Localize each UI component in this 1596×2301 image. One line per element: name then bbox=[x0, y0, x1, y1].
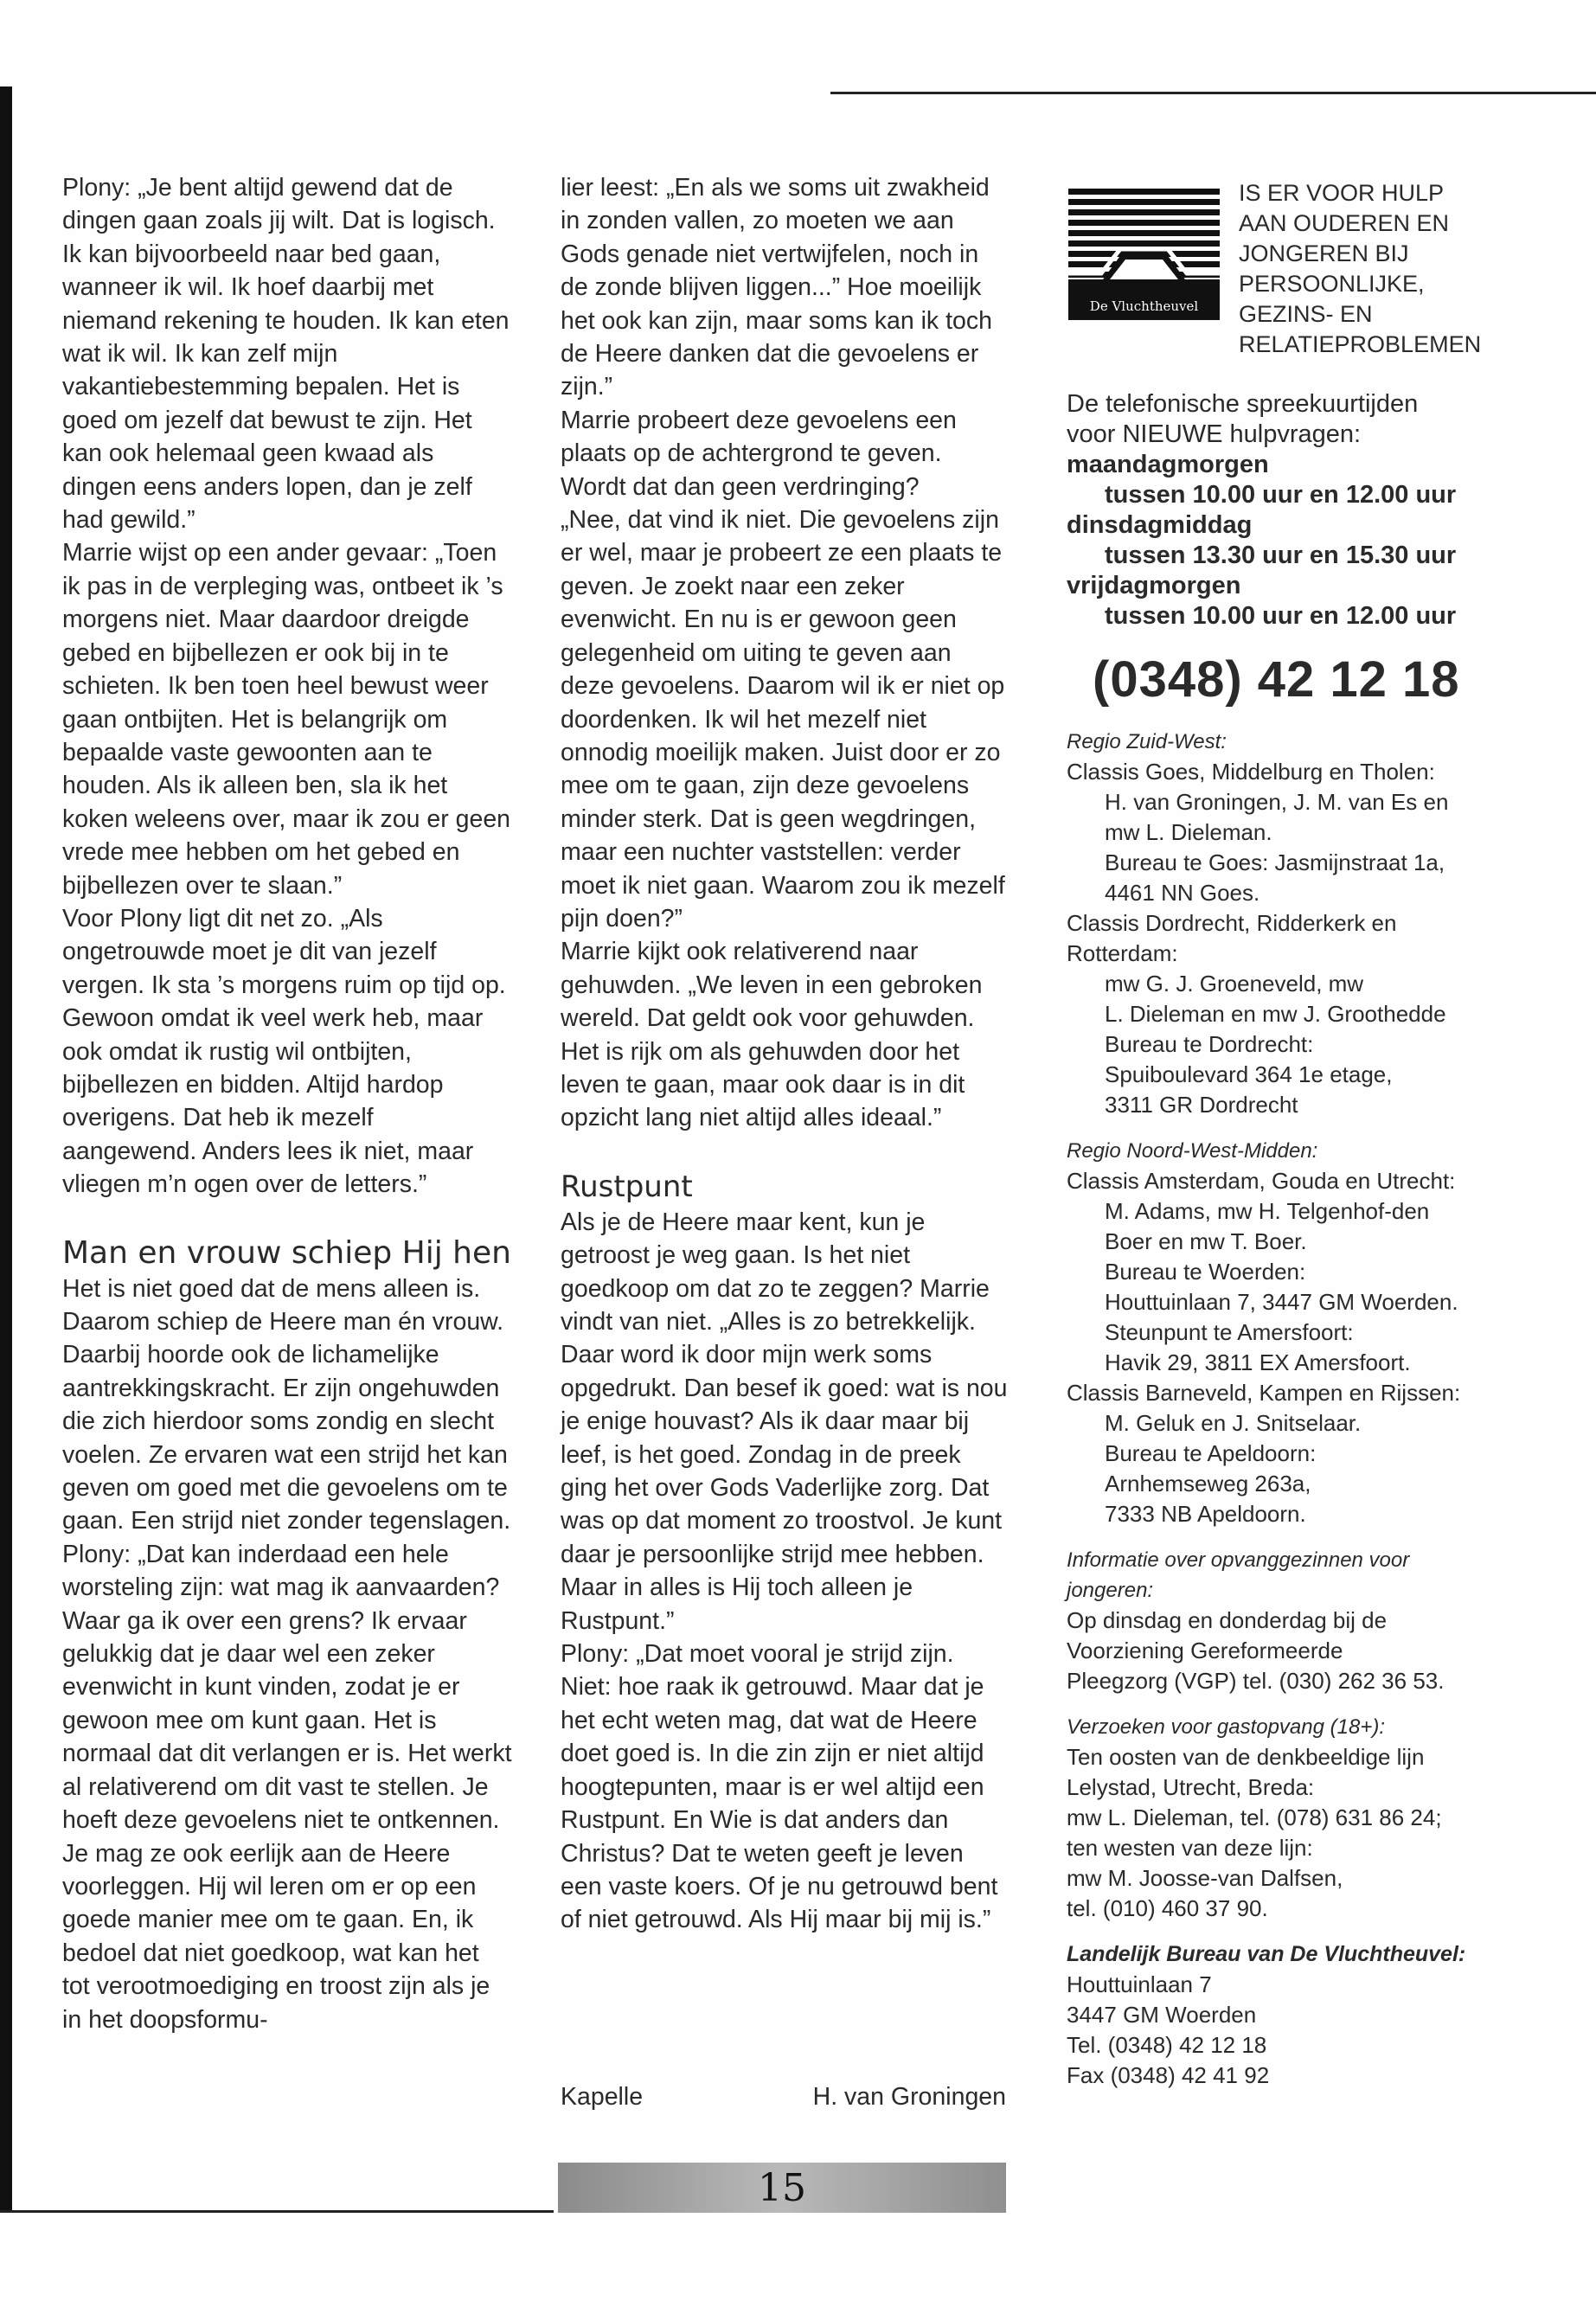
contact-line: Havik 29, 3811 EX Amersfoort. bbox=[1105, 1349, 1411, 1375]
contact-line: L. Dieleman en mw J. Groothedde bbox=[1105, 1001, 1446, 1027]
contact-line: M. Adams, mw H. Telgenhof-den bbox=[1105, 1198, 1430, 1224]
hours-day: vrijdagmorgen bbox=[1067, 572, 1241, 599]
contact-line: Bureau te Goes: Jasmijnstraat 1a, bbox=[1105, 849, 1445, 875]
paragraph: Plony: „Dat kan inderdaad een hele worsteling zijn: wat mag ik aanvaarden? Waar ga ik over een grens? Ik ervaar gelukkig dat je daar wel een zeker evenwicht in kunt vinden, zodat je er gewoon mee om kunt gaan. Het is normaal dat dit verlangen er is. Het werkt al relativerend om dit vast te stellen. Je hoeft deze gevoelens niet te ontkennen. Je mag ze ook eerlijk aan de Heere voorleggen. Hij wil leren om er op een goede manier mee om te gaan. En, ik bedoel dat niet goedkoop, wat kan het tot verootmoediging en troost zijn als je in het doopsformu- bbox=[62, 1540, 512, 2034]
paragraph: Marrie kijkt ook relativerend naar gehuwden. „We leven in een gebroken wereld. Dat geldt ook voor gehuwden. Het is rijk om als gehuwden door het leven te gaan, maar ook daar is in dit opzicht lang niet altijd alles ideaal.” bbox=[561, 938, 983, 1132]
contact-line: mw L. Dieleman. bbox=[1105, 819, 1272, 845]
contact-line: 3311 GR Dordrecht bbox=[1105, 1092, 1298, 1118]
signoff-author: H. van Groningen bbox=[812, 2083, 1006, 2111]
hours-time: tussen 10.00 uur en 12.00 uur bbox=[1105, 481, 1457, 509]
vluchtheuvel-logo bbox=[1068, 189, 1220, 320]
info-column bbox=[1067, 171, 1495, 2091]
contact-line: 4461 NN Goes. bbox=[1105, 880, 1260, 906]
contact-line: Classis Barneveld, Kampen en Rijssen: bbox=[1067, 1380, 1461, 1406]
contact-line: Classis Amsterdam, Gouda en Utrecht: bbox=[1067, 1168, 1456, 1194]
logo-caption: De Vluchtheuvel bbox=[1068, 292, 1220, 320]
contact-line: mw G. J. Groeneveld, mw bbox=[1105, 971, 1364, 997]
office-hours: De telefonische spreekuurtijden voor NIEUWE hulpvragen: maandagmorgen tussen 10.00 uur en 12.00 uur dinsdagmiddag tussen 13.30 uur en 15.30 uur vrijdagmorgen tussen 10.00 uur en 12.00 uur bbox=[1067, 389, 1495, 631]
contact-line: Houttuinlaan 7, 3447 GM Woerden. bbox=[1105, 1289, 1458, 1315]
paragraph: Marrie probeert deze gevoelens een plaats op de achtergrond te geven. Wordt dat dan geen verdringing? bbox=[561, 406, 957, 501]
contact-line: Bureau te Apeldoorn: bbox=[1105, 1440, 1317, 1466]
paragraph: „Nee, dat vind ik niet. Die gevoelens zijn er wel, maar je probeert ze een plaats te geven. Je zoekt naar een zeker evenwicht. En nu is er gewoon geen gelegenheid om uiting te geven aan deze gevoelens. Daarom wil ik er niet op doordenken. Ik wil het mezelf niet onnodig moeilijk maken. Juist door er zo mee om te gaan, zijn deze gevoelens minder sterk. Dat is geen wegdringen, maar een nuchter vaststellen: verder moet ik niet gaan. Waarom zou ik mezelf pijn doen?” bbox=[561, 506, 1005, 933]
contact-line: M. Geluk en J. Snitselaar. bbox=[1105, 1410, 1362, 1436]
hours-day: maandagmorgen bbox=[1067, 451, 1269, 478]
paragraph: Plony: „Je bent altijd gewend dat de dingen gaan zoals jij wilt. Dat is logisch. Ik kan bijvoorbeeld naar bed gaan, wanneer ik wil. Ik hoef daarbij met niemand rekening te houden. Ik kan eten wat ik wil. Ik kan zelf mijn vakantiebestemming bepalen. Het is goed om jezelf dat bewust te zijn. Het kan ook helemaal geen kwaad als dingen eens anders lopen, dan je zelf had gewild.” bbox=[62, 174, 510, 535]
contact-line: Bureau te Woerden: bbox=[1105, 1259, 1306, 1285]
paragraph: Het is niet goed dat de mens alleen is. Daarom schiep de Heere man én vrouw. Daarbij hoorde ook de lichamelijke aantrekkingskracht. Er zijn ongehuwden die zich hierdoor soms zondig en slecht voelen. Ze ervaren wat een strijd het kan geven om goed met die gevoelens om te gaan. Een strijd niet zonder tegenslagen. bbox=[62, 1274, 511, 1535]
section-heading: Man en vrouw schiep Hij hen bbox=[62, 1234, 511, 1271]
article-column-2 bbox=[561, 171, 1010, 1937]
region-label: Regio Zuid-West: bbox=[1067, 730, 1227, 753]
contact-line: 7333 NB Apeldoorn. bbox=[1105, 1501, 1306, 1527]
contact-line: Classis Goes, Middelburg en Tholen: bbox=[1067, 759, 1435, 785]
help-statement: IS ER VOOR HULP AAN OUDEREN EN JONGEREN BIJ PERSOONLIJKE, GEZINS- EN RELATIEPROBLEMEN bbox=[1239, 180, 1482, 357]
contact-line: Spuiboulevard 364 1e etage, bbox=[1105, 1061, 1393, 1087]
bottom-rule bbox=[0, 2210, 554, 2213]
section-heading: Rustpunt bbox=[561, 1169, 693, 1204]
hours-time: tussen 10.00 uur en 12.00 uur bbox=[1105, 602, 1457, 630]
contact-line: Boer en mw T. Boer. bbox=[1105, 1228, 1307, 1254]
region-label: Regio Noord-West-Midden: bbox=[1067, 1139, 1318, 1163]
contact-line: Classis Dordrecht, Ridderkerk en bbox=[1067, 910, 1397, 936]
contact-line: Arnhemseweg 263a, bbox=[1105, 1471, 1311, 1497]
hours-day: dinsdagmiddag bbox=[1067, 511, 1253, 539]
contact-line: Rotterdam: bbox=[1067, 940, 1178, 966]
national-bureau-label: Landelijk Bureau van De Vluchtheuvel: bbox=[1067, 1942, 1466, 1966]
contact-line: H. van Groningen, J. M. van Es en bbox=[1105, 789, 1449, 815]
page-number-bar bbox=[558, 2163, 1006, 2213]
paragraph: Voor Plony ligt dit net zo. „Als ongetrouwde moet je dit van jezelf vergen. Ik sta ’s morgens ruim op tijd op. Gewoon omdat ik veel werk heb, maar ook omdat ik rustig wil ontbijten, bijbellezen en bidden. Altijd hardop overigens. Dat heb ik mezelf aangewend. Anders lees ik niet, maar vliegen m’n ogen over de letters.” bbox=[62, 904, 506, 1199]
top-rule bbox=[830, 92, 1596, 94]
text-segment: Marrie wijst op een ander gevaar: „Toen ik pas in de verpleging was, ontbeet ik ’s morgens niet. Maar daardoor dreigde gebed en bijbellezen er ook bij in te schieten. Ik ben toen heel bewust weer gaan ontbijten. Het is belangrijk om bepaalde vaste gewoonten aan te houden. Als ik alleen ben, sla ik het koken weleens over, maar ik zou er geen vrede mee hebben om het gebed en bijbellezen over te slaan.” bbox=[62, 539, 511, 900]
article-signoff bbox=[561, 2083, 1006, 2112]
contact-info: Regio Zuid-West: Classis Goes, Middelburg en Tholen: H. van Groningen, J. M. van Es en mw L. Dieleman. Bureau te Goes: Jasmijnstraat 1a, 4461 NN Goes. Classis Dordrecht, Ridderkerk en Rotterdam: mw G. J. Groeneveld, mw L. Dieleman en mw J. Groothedde Bureau te Dordrecht: Spuiboulevard 364 1e etage, 3311 GR Dordrecht Regio Noord-West-Midden: Classis Amsterdam, Gouda en Utrecht: M. Adams, mw H. Telgenhof-den Boer en mw T. Boer. Bureau te Woerden: Houttuinlaan 7, 3447 GM Woerden. Steunpunt te Amersfoort: Havik 29, 3811 EX Amersfoort. Classis Barneveld, Kampen en Rijssen: M. Geluk en J. Snitselaar. Bureau te Apeldoorn: Arnhemseweg 263a, 7333 NB Apeldoorn. Informatie over opvanggezinnen voor jongeren: Op dinsdag en donderdag bij de Voorziening Gereformeerde Pleegzorg (VGP) tel. (030) 262 36 53. Verzoeken voor gastopvang (18+): Ten oosten van de denkbeeldige lijn Lelystad, Utrecht, Breda: mw L. Dieleman, tel. (078) 631 86 24; ten westen van deze lijn: mw M. Joosse-van Dalfsen, tel. (010) 460 37 90. Landelijk Bureau van De Vluchtheuvel: Houttuinlaan 7 3447 GM Woerden Tel. (0348) 42 12 18 Fax (0348) 42 41 92 bbox=[1067, 727, 1495, 2091]
contact-line: Steunpunt te Amersfoort: bbox=[1105, 1319, 1354, 1345]
contact-line: Bureau te Dordrecht: bbox=[1105, 1031, 1314, 1057]
guest-label: Verzoeken voor gastopvang (18+): bbox=[1067, 1715, 1386, 1739]
article-column-1 bbox=[62, 171, 512, 2036]
phone-number: (0348) 42 12 18 bbox=[1093, 651, 1460, 708]
paragraph bbox=[62, 536, 512, 901]
signoff-place: Kapelle bbox=[561, 2083, 644, 2111]
paragraph: Plony: „Dat moet vooral je strijd zijn. Niet: hoe raak ik getrouwd. Maar dat je het echt weten mag, dat wat de Heere doet goed is. In die zin zijn er niet altijd hoogtepunten, maar is er wel altijd een Rustpunt. En Wie is dat anders dan Christus? Dat te weten geeft je leven een vaste koers. Of je nu getrouwd bent of niet getrouwd. Als Hij maar bij mij is.” bbox=[561, 1640, 998, 1934]
page-number: 15 bbox=[758, 2166, 806, 2210]
paragraph: lier leest: „En als we soms uit zwakheid in zonden vallen, zo moeten we aan Gods genade niet vertwijfelen, noch in de zonde blijven liggen...” Hoe moeilijk het ook kan zijn, maar soms kan ik toch de Heere danken dat die gevoelens er zijn.” bbox=[561, 174, 992, 401]
foster-label: Informatie over opvanggezinnen voor jongeren: bbox=[1067, 1548, 1410, 1602]
hours-time: tussen 13.30 uur en 15.30 uur bbox=[1105, 542, 1457, 569]
left-margin-bar bbox=[0, 87, 12, 2210]
organisation-header bbox=[1068, 171, 1495, 360]
paragraph: Als je de Heere maar kent, kun je getroost je weg gaan. Is het niet goedkoop om dat zo te zeggen? Marrie vindt van niet. „Alles is zo betrekkelijk. Daar word ik door mijn werk soms opgedrukt. Dan besef ik goed: wat is nou je enige houvast? Als ik daar maar bij leef, is het goed. Zondag in de preek ging het over Gods Vaderlijke zorg. Dat was op dat moment zo troostvol. Je kunt daar je persoonlijke strijd mee hebben. Maar in alles is Hij toch alleen je Rustpunt.” bbox=[561, 1208, 1008, 1635]
